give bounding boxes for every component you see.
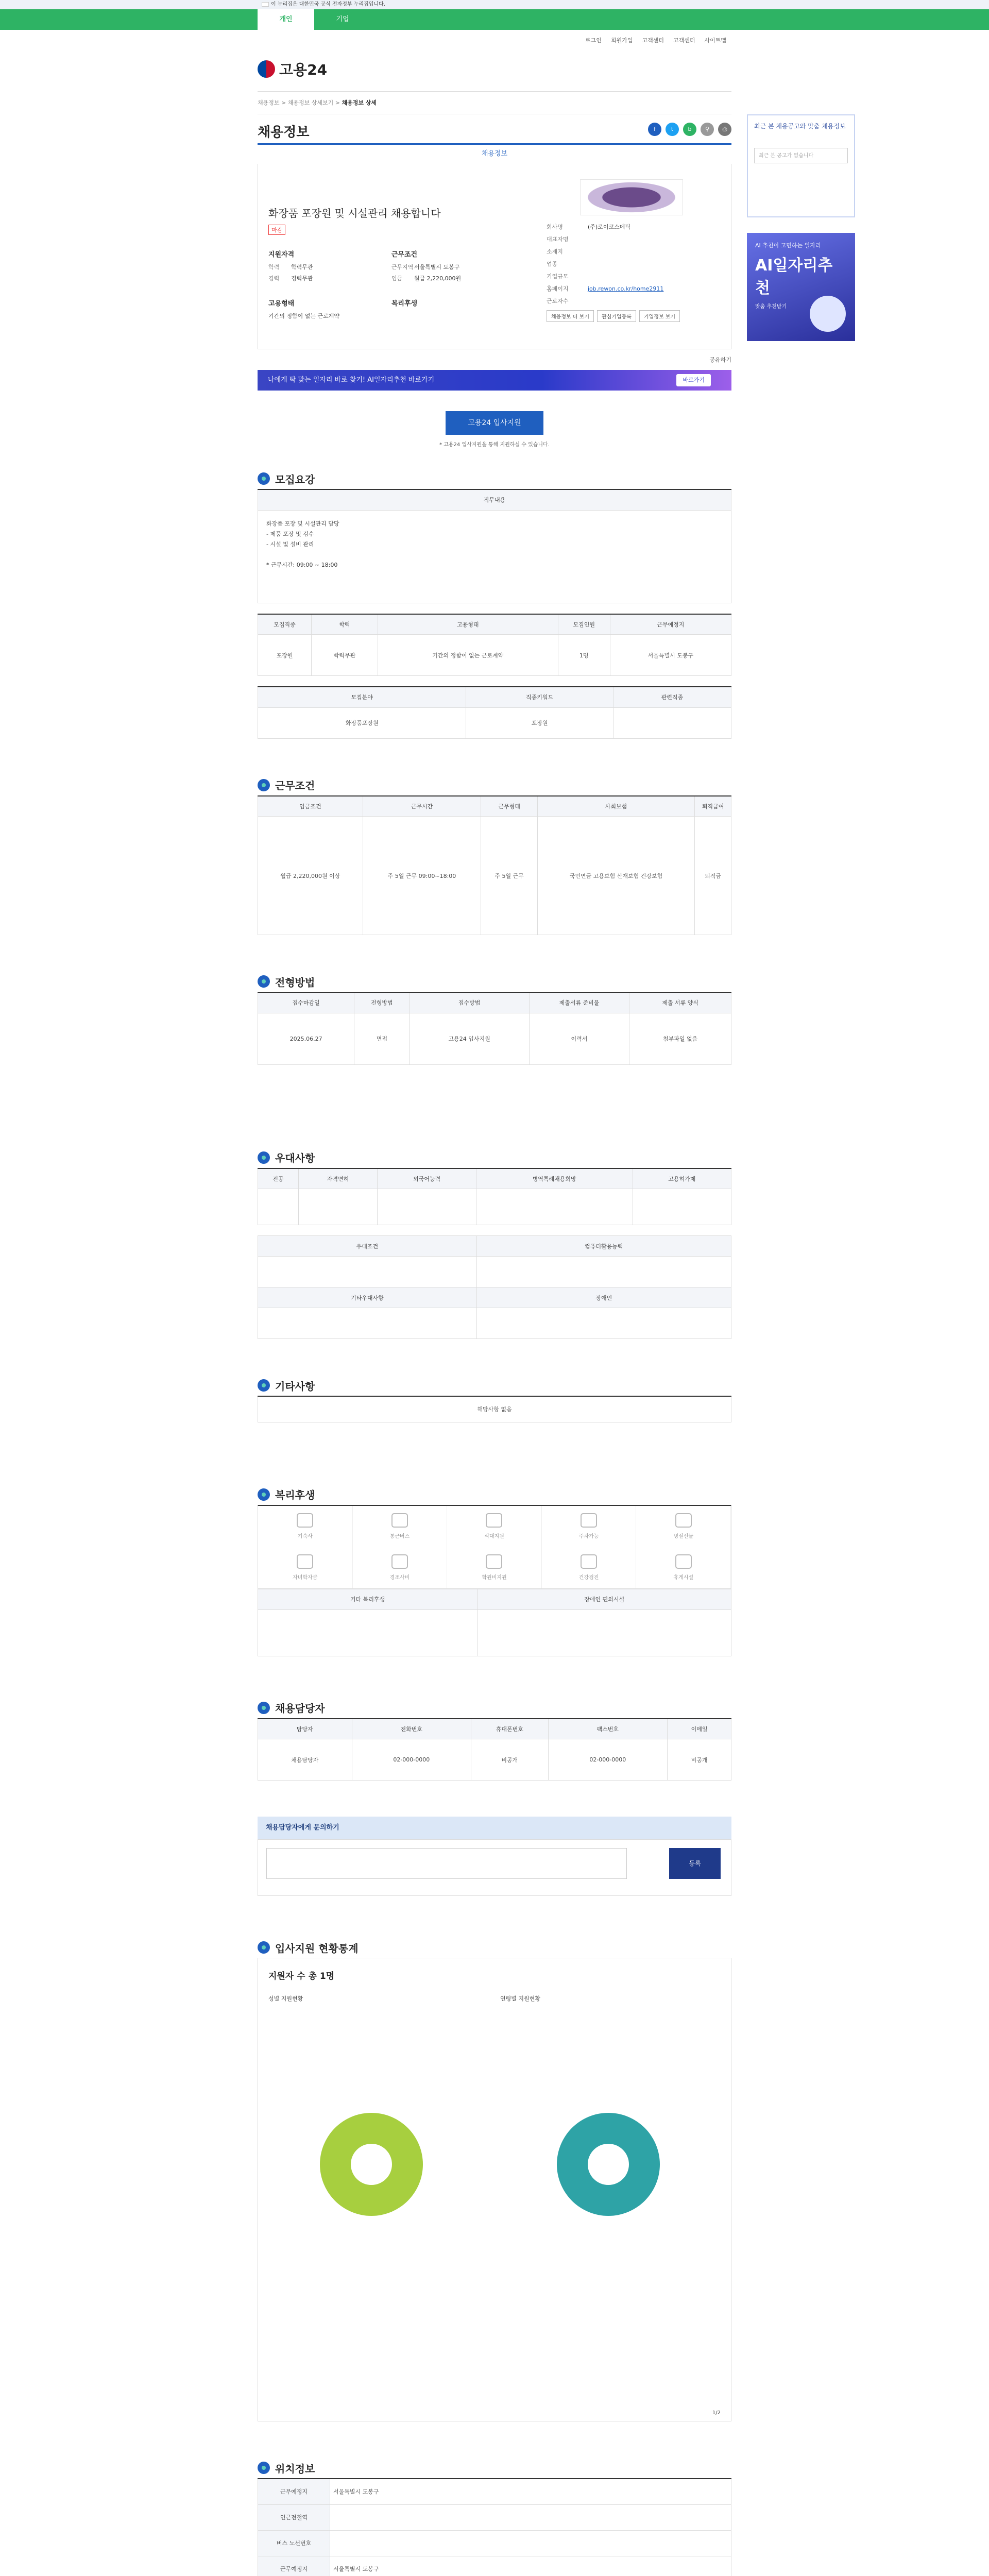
apply-button[interactable]: 고용24 입사지원 xyxy=(446,411,543,435)
job-title: 화장품 포장원 및 시설관리 채용합니다 xyxy=(268,207,441,219)
flag-icon xyxy=(262,2,269,7)
req-heading: 지원자격 xyxy=(268,251,295,259)
blog-icon[interactable]: b xyxy=(683,123,696,136)
util-sitemap[interactable]: 사이트맵 xyxy=(704,37,726,44)
company-info-button[interactable]: 기업정보 보기 xyxy=(639,310,680,322)
stat-box xyxy=(258,1958,731,2421)
robot-icon xyxy=(810,296,846,332)
meal-icon xyxy=(486,1513,502,1528)
qna-submit-button[interactable]: 등록 xyxy=(669,1848,721,1879)
welfare-grid: 기숙사 통근버스 식대지원 주차가능 명절선물 자녀학자금 경조사비 학원비지원 건강검진 휴게시설 xyxy=(258,1505,731,1589)
main xyxy=(258,114,846,2576)
gov-banner xyxy=(0,0,989,9)
section-pref: 우대사항 전공 자격면허 외국어능력 병역특례채용희망 고용허가제 우대조건 컴퓨터활용능력 기타우대사항 장애인 xyxy=(258,1147,731,1340)
company-panel: 회사명 (주)로이코스메틱 대표자명 소재지 업종 기업규모 홈페이지 job.rewon.co.kr/home2911 근로자수 채용정보 더 보기 관심기업등록 기업정보 보기 xyxy=(547,179,717,322)
util-cs2[interactable]: 고객센터 xyxy=(673,37,695,44)
section-icon xyxy=(258,1488,270,1501)
top-tabs xyxy=(0,9,989,30)
applicant-count: 지원자 수 총 1명 xyxy=(268,1971,335,1981)
page-title: 채용정보 xyxy=(258,125,310,140)
section-contact: 채용담당자 담당자 전화번호 휴대폰번호 팩스번호 이메일 채용담당자 02-000-0000 비공개 02-000-0000 비공개 채용담당자에게 문의하기 등록 xyxy=(258,1698,731,1896)
career-value: 경력무관 xyxy=(291,275,313,282)
section-recruit: 모집요강 직무내용 화장품 포장 및 시설관리 담당 - 제품 포장 및 검수 - 시설 및 설비 관리 * 근무시간: 09:00 ~ 18:00 모집직종 학력 고용형태 모집인원 근무예정지 포장원 학력무관 기간의 정함이 없는 근로계약 1명 서울특별시 도봉구 모집분야 직종키워드 관련직종 화장품포장원 포장원 xyxy=(258,468,731,739)
util-cs[interactable]: 고객센터 xyxy=(642,37,664,44)
recent-empty: 최근 본 공고가 없습니다 xyxy=(754,148,848,163)
util-nav xyxy=(258,30,731,56)
util-login[interactable]: 로그인 xyxy=(585,37,602,44)
gender-donut xyxy=(320,2113,423,2216)
health-icon xyxy=(581,1554,597,1569)
facebook-icon[interactable]: f xyxy=(648,123,661,136)
tab-personal[interactable]: 개인 xyxy=(258,9,314,30)
breadcrumb: 채용정보 > 채용정보 상세보기 > 채용정보 상세 xyxy=(258,92,731,114)
age-label: 연령별 지원현황 xyxy=(500,1995,540,2002)
homepage-link[interactable]: job.rewon.co.kr/home2911 xyxy=(588,285,664,292)
wel-heading: 복리후생 xyxy=(391,300,418,308)
section-icon xyxy=(258,975,270,988)
job-tab[interactable]: 채용정보 xyxy=(258,143,731,164)
job-description: 화장품 포장 및 시설관리 담당 - 제품 포장 및 검수 - 시설 및 설비 관리 * 근무시간: 09:00 ~ 18:00 xyxy=(258,511,731,603)
section-icon xyxy=(258,779,270,791)
gift-icon xyxy=(675,1513,692,1528)
section-work: 근무조건 임금조건 근무시간 근무형태 사회보험 퇴직급여 월급 2,220,000원 이상 주 5일 근무 09:00~18:00 주 5일 근무 국민연금 고용보험 산재보험 건강보험 퇴직금 xyxy=(258,775,731,936)
section-icon xyxy=(258,1379,270,1392)
ai-banner[interactable]: AI 추천이 고민하는 일자리 AI일자리추천 맞춤 추천받기 xyxy=(747,233,855,341)
util-join[interactable]: 회원가입 xyxy=(610,37,633,44)
section-icon xyxy=(258,1702,270,1714)
gender-label: 성별 지원현황 xyxy=(268,1995,303,2002)
section-stat: 입사지원 현황통계 지원자 수 총 1명 성별 지원현황 연령별 지원현황 1/2 xyxy=(258,1937,731,2421)
site-logo[interactable]: 고용24 xyxy=(258,59,327,79)
recent-title: 최근 본 채용공고와 맞춤 채용정보 xyxy=(754,123,846,130)
bus-icon xyxy=(391,1513,408,1528)
proc-notes xyxy=(258,1070,731,1132)
edu-value: 학력무관 xyxy=(291,264,313,270)
ep-value: 기간의 정함이 없는 근로계약 xyxy=(268,313,340,319)
pay-value: 월급 2,220,000원 xyxy=(414,275,462,282)
section-proc: 전형방법 접수마감일 전형방법 접수방법 제출서류 준비물 제출 서류 양식 2025.06.27 면접 고용24 입사지원 이력서 첨부파일 없음 xyxy=(258,971,731,1132)
section-icon xyxy=(258,1941,270,1954)
child-icon xyxy=(297,1554,313,1569)
sidebar xyxy=(747,114,855,341)
share-text[interactable]: 공유하기 xyxy=(709,357,731,363)
section-icon xyxy=(258,2462,270,2474)
parking-icon xyxy=(581,1513,597,1528)
logo-icon xyxy=(258,60,275,78)
section-icon xyxy=(258,1151,270,1164)
stat-pager[interactable]: 1/2 xyxy=(712,2410,721,2416)
banner-button[interactable]: 바로가기 xyxy=(676,374,711,386)
tab-company[interactable]: 기업 xyxy=(336,15,349,23)
region-value: 서울특별시 도봉구 xyxy=(414,264,460,270)
share-icons xyxy=(648,123,731,136)
age-donut xyxy=(557,2113,660,2216)
link-icon[interactable]: ⚲ xyxy=(701,123,714,136)
ep-heading: 고용형태 xyxy=(268,300,295,308)
event-icon xyxy=(391,1554,408,1569)
qna-header: 채용담당자에게 문의하기 xyxy=(258,1817,731,1839)
header xyxy=(258,56,731,92)
fav-company-button[interactable]: 관심기업등록 xyxy=(597,310,636,322)
rest-icon xyxy=(675,1554,692,1569)
gov-text: 이 누리집은 대한민국 공식 전자정부 누리집입니다. xyxy=(271,2,385,7)
section-loc: 위치정보 근무예정지 서울특별시 도봉구 인근전철역 버스 노선번호 근무예정지 서울특별시 도봉구 xyxy=(258,2458,731,2576)
section-etc: 기타사항 해당사항 없음 xyxy=(258,1375,731,1422)
company-logo xyxy=(580,179,683,215)
more-jobs-button[interactable]: 채용정보 더 보기 xyxy=(547,310,594,322)
study-icon xyxy=(486,1554,502,1569)
apply-note: * 고용24 입사지원을 통해 지원하실 수 있습니다. xyxy=(439,442,550,448)
ai-recommend-banner[interactable]: 나에게 딱 맞는 일자리 바로 찾기! AI일자리추천 바로가기 바로가기 xyxy=(258,370,731,391)
status-badge: 마감 xyxy=(268,225,285,235)
twitter-icon[interactable]: t xyxy=(666,123,679,136)
qna-textarea[interactable] xyxy=(266,1848,627,1879)
section-welfare: 복리후생 기숙사 통근버스 식대지원 주차가능 명절선물 자녀학자금 경조사비 학원비지원 건강검진 휴게시설 기타 복리후생 장애인 편의시설 xyxy=(258,1484,731,1656)
print-icon[interactable]: ⎙ xyxy=(718,123,731,136)
dorm-icon xyxy=(297,1513,313,1528)
job-summary: 화장품 포장원 및 시설관리 채용합니다 마감 지원자격 학력 학력무관 경력 경력무관 근무조건 근무지역서울특별시 도봉구 임금 월급 2,220,000원 고용형태 기간의 정함이 없는 근로계약 복리후생 회사명 (주)로이코스메틱 대표자명 소재지 업종 기업규모 홈페이지 job.rewon.co.kr/home2911 근로자수 채용정보 더 보기 관심기업등록 기업정보 보기 xyxy=(258,164,731,349)
cond-heading: 근무조건 xyxy=(391,251,418,259)
section-icon xyxy=(258,472,270,485)
company-name: (주)로이코스메틱 xyxy=(588,224,630,230)
qna-box xyxy=(258,1839,731,1896)
